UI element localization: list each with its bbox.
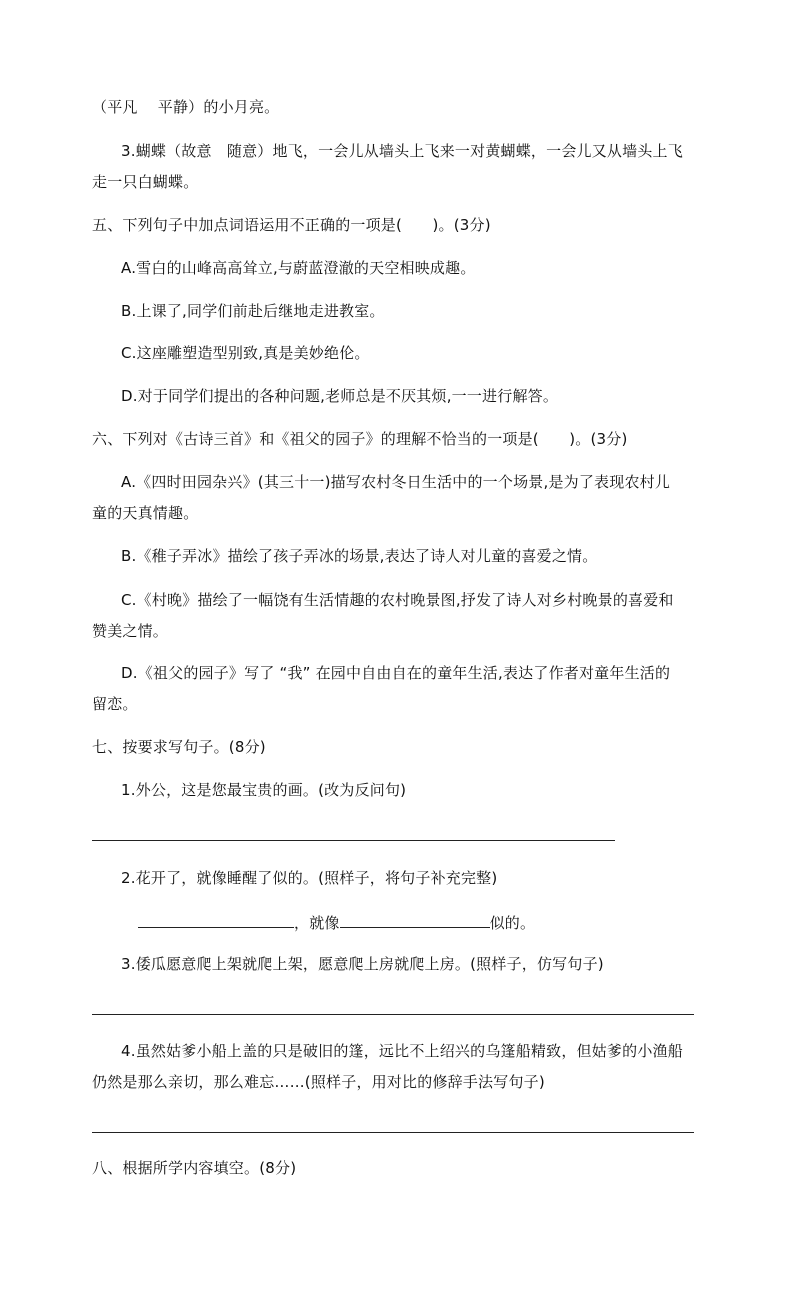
q7-item2-fill-row — [138, 911, 535, 933]
q7-item3-answer-line[interactable] — [92, 1014, 694, 1015]
q6-option-c-line2: 赞美之情。 — [92, 622, 169, 640]
q7-item4-line2: 仍然是那么亲切，那么难忘……(照样子，用对比的修辞手法写句子) — [92, 1073, 545, 1091]
q7-item2-fill-end: 似的。 — [489, 914, 536, 932]
q7-item3: 3.倭瓜愿意爬上架就爬上架，愿意爬上房就爬上房。(照样子，仿写句子) — [121, 955, 604, 973]
q7-title: 七、按要求写句子。(8分) — [92, 738, 266, 756]
q5-title: 五、下列句子中加点词语运用不正确的一项是( )。(3分) — [92, 216, 491, 234]
q6-option-c-line1: C.《村晚》描绘了一幅饶有生活情趣的农村晚景图,抒发了诗人对乡村晚景的喜爱和 — [121, 591, 674, 609]
q7-item1: 1.外公，这是您最宝贵的画。(改为反问句) — [121, 781, 407, 799]
q6-option-d-line2: 留恋。 — [92, 695, 138, 713]
q6-option-d-line1: D.《祖父的园子》写了 “我” 在园中自由自在的童年生活,表达了作者对童年生活的 — [121, 664, 671, 682]
q4-continuation-line: （平凡 平静）的小月亮。 — [92, 98, 280, 116]
q7-item4-answer-line[interactable] — [92, 1132, 694, 1133]
q7-item1-answer-line[interactable] — [92, 840, 615, 841]
q5-option-b: B.上课了,同学们前赴后继地走进教室。 — [121, 302, 385, 320]
q6-title: 六、下列对《古诗三首》和《祖父的园子》的理解不恰当的一项是( )。(3分) — [92, 430, 628, 448]
q5-option-d: D.对于同学们提出的各种问题,老师总是不厌其烦,一一进行解答。 — [121, 387, 559, 405]
q4-item3-line2: 走一只白蝴蝶。 — [92, 173, 199, 191]
q8-title: 八、根据所学内容填空。(8分) — [92, 1159, 297, 1177]
q7-item2-blank-1[interactable] — [138, 911, 294, 928]
q6-option-a-line1: A.《四时田园杂兴》(其三十一)描写农村冬日生活中的一个场景,是为了表现农村儿 — [121, 473, 671, 491]
q6-option-a-line2: 童的天真情趣。 — [92, 504, 199, 522]
q7-item2-blank-2[interactable] — [340, 911, 490, 928]
q6-option-b: B.《稚子弄冰》描绘了孩子弄冰的场景,表达了诗人对儿童的喜爱之情。 — [121, 547, 598, 565]
q7-item4-line1: 4.虽然姑爹小船上盖的只是破旧的篷，远比不上绍兴的乌篷船精致，但姑爹的小渔船 — [121, 1042, 683, 1060]
q7-item2: 2.花开了，就像睡醒了似的。(照样子，将句子补充完整) — [121, 869, 498, 887]
q7-item2-fill-mid: ，就像 — [294, 914, 340, 932]
q5-option-a: A.雪白的山峰高高耸立,与蔚蓝澄澈的天空相映成趣。 — [121, 259, 476, 277]
q5-option-c: C.这座雕塑造型别致,真是美妙绝伦。 — [121, 344, 370, 362]
q4-item3-line1: 3.蝴蝶（故意 随意）地飞，一会儿从墙头上飞来一对黄蝴蝶，一会儿又从墙头上飞 — [121, 142, 683, 160]
